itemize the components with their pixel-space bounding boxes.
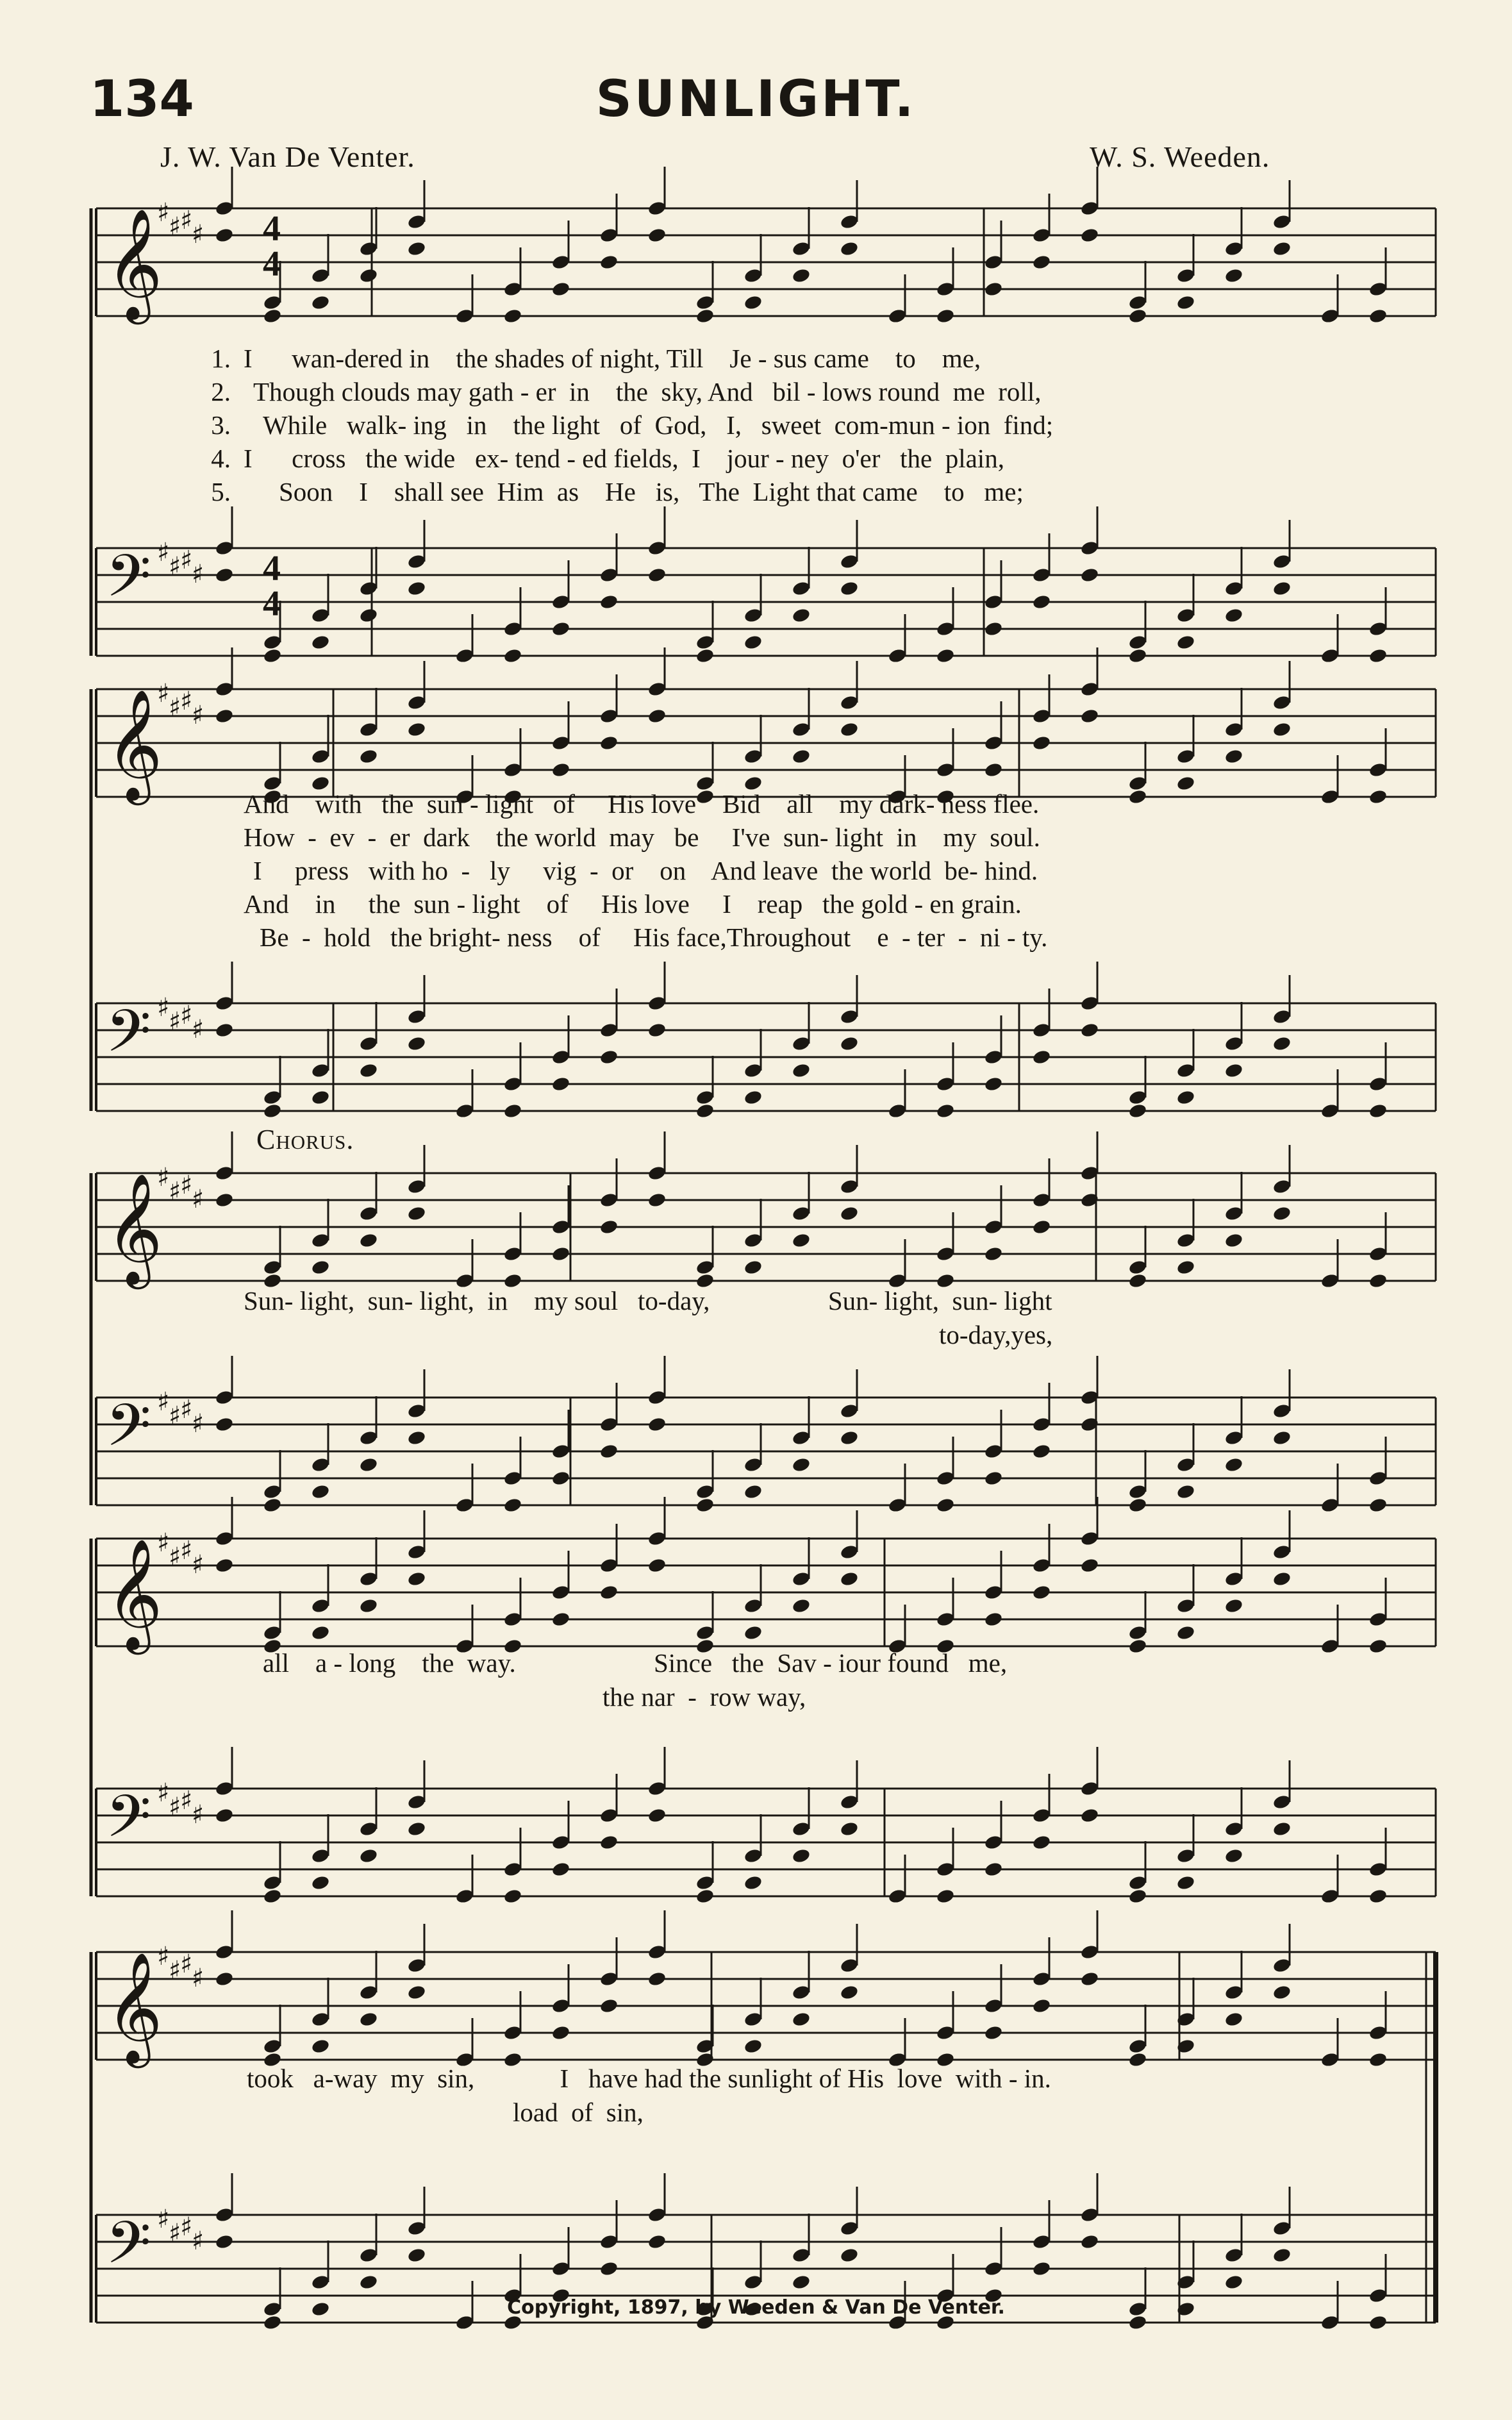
chorus-line-alt: load of sin,: [513, 2098, 644, 2127]
note-head: [1224, 267, 1244, 284]
note-head: [792, 267, 811, 284]
note-head: [1128, 1273, 1148, 1289]
note-head: [1176, 1259, 1196, 1276]
sharp-icon: ♯: [157, 1163, 170, 1192]
time-signature: 4: [263, 549, 281, 588]
note-head: [599, 1049, 619, 1065]
sharp-icon: ♯: [157, 1942, 170, 1971]
note-head: [407, 1984, 427, 2001]
sharp-icon: ♯: [180, 1395, 193, 1424]
note-head: [551, 2024, 571, 2041]
note-head: [359, 748, 379, 765]
note-head: [647, 1807, 667, 1824]
note-head: [599, 1219, 619, 1235]
note-head: [695, 1103, 715, 1119]
note-head: [1368, 1103, 1388, 1119]
note-head: [647, 2233, 667, 2250]
note-head: [407, 1821, 427, 1837]
note-head: [840, 580, 860, 597]
note-head: [695, 1888, 715, 1905]
note-head: [647, 708, 667, 724]
note-head: [407, 580, 427, 597]
note-head: [1128, 1497, 1148, 1514]
note-head: [1128, 1888, 1148, 1905]
note-head: [1368, 1638, 1388, 1655]
note-head: [1272, 1821, 1292, 1837]
note-head: [647, 567, 667, 583]
treble-clef-icon: 𝄞: [106, 688, 163, 801]
note-head: [1272, 1035, 1292, 1052]
note-head: [744, 1624, 763, 1641]
note-head: [263, 1888, 283, 1905]
sharp-icon: ♯: [157, 198, 170, 228]
hymn-title: SUNLIGHT.: [595, 71, 917, 128]
note-head: [359, 2011, 379, 2028]
verse-number: 2.: [211, 377, 231, 406]
note-head: [695, 308, 715, 324]
note-head: [1128, 789, 1148, 805]
note-head: [359, 1598, 379, 1614]
chorus-line: Sun- light, sun- light, in my soul to-day, Sun- light, sun- light: [244, 1286, 1052, 1315]
note-head: [311, 1089, 331, 1106]
note-head: [1032, 1219, 1052, 1235]
sharp-icon: ♯: [169, 1401, 181, 1431]
note-head: [503, 1888, 523, 1905]
note-head: [840, 2247, 860, 2264]
sharp-icon: ♯: [192, 1409, 204, 1439]
verse-number: 3.: [211, 410, 231, 440]
sharp-icon: ♯: [180, 687, 193, 716]
note-head: [1080, 708, 1100, 724]
note-head: [1128, 1638, 1148, 1655]
note-head: [599, 2260, 619, 2277]
note-head: [311, 1624, 331, 1641]
note-head: [1032, 594, 1052, 610]
note-head: [647, 227, 667, 244]
note-head: [263, 647, 283, 664]
note-head: [359, 2274, 379, 2291]
note-head: [792, 607, 811, 624]
note-head: [984, 1611, 1004, 1628]
verse-line: While walk- ing in the light of God, I, sweet com-mun - ion find;: [263, 410, 1054, 440]
note-head: [744, 294, 763, 311]
verse-line: Though clouds may gath - er in the sky, And bil - lows round me roll,: [253, 377, 1042, 406]
note-head: [1368, 1273, 1388, 1289]
note-head: [599, 594, 619, 610]
treble-clef-icon: 𝄞: [106, 208, 163, 320]
sharp-icon: ♯: [169, 693, 181, 722]
sharp-icon: ♯: [192, 560, 204, 589]
verse-number: 1.: [211, 344, 231, 373]
note-head: [551, 1861, 571, 1878]
note-head: [1224, 2011, 1244, 2028]
sharp-icon: ♯: [169, 1542, 181, 1572]
verse-line: And with the sun - light of His love Bid all my dark- ness flee.: [244, 789, 1040, 819]
time-signature: 4: [263, 244, 281, 284]
note-head: [311, 294, 331, 311]
note-head: [311, 1874, 331, 1891]
treble-clef-icon: 𝄞: [106, 1172, 163, 1285]
note-head: [1032, 2260, 1052, 2277]
note-head: [792, 748, 811, 765]
note-head: [1080, 2233, 1100, 2250]
treble-clef-icon: 𝄞: [106, 1538, 163, 1650]
verse-line: I cross the wide ex- tend - ed fields, I jour - ney o'er the plain,: [244, 444, 1004, 473]
note-head: [1128, 647, 1148, 664]
sharp-icon: ♯: [157, 1778, 170, 1808]
sharp-icon: ♯: [192, 1800, 204, 1830]
note-head: [1176, 1483, 1196, 1500]
note-head: [407, 721, 427, 738]
note-head: [215, 567, 235, 583]
note-head: [599, 254, 619, 271]
note-head: [840, 1035, 860, 1052]
note-head: [1032, 1834, 1052, 1851]
note-head: [647, 1416, 667, 1433]
note-head: [984, 281, 1004, 297]
note-head: [311, 1259, 331, 1276]
note-head: [215, 1971, 235, 1987]
note-head: [1224, 1848, 1244, 1864]
note-head: [599, 735, 619, 751]
sharp-icon: ♯: [192, 1015, 204, 1044]
note-head: [1176, 1624, 1196, 1641]
note-head: [1368, 308, 1388, 324]
note-head: [1032, 1584, 1052, 1601]
chorus-label: Chorus.: [256, 1124, 354, 1155]
note-head: [792, 2274, 811, 2291]
note-head: [359, 1062, 379, 1079]
note-head: [407, 1571, 427, 1587]
note-head: [984, 621, 1004, 637]
note-head: [263, 1497, 283, 1514]
note-head: [503, 1103, 523, 1119]
note-head: [840, 1821, 860, 1837]
note-head: [1224, 2274, 1244, 2291]
sharp-icon: ♯: [180, 2212, 193, 2242]
note-head: [792, 1232, 811, 1249]
note-head: [263, 308, 283, 324]
bass-clef-icon: 𝄢: [106, 1782, 151, 1865]
verse-number: 5.: [211, 477, 231, 506]
chorus-line-alt: the nar - row way,: [602, 1682, 806, 1712]
note-head: [503, 308, 523, 324]
note-head: [792, 1456, 811, 1473]
sharp-icon: ♯: [192, 2226, 204, 2256]
note-head: [359, 1456, 379, 1473]
treble-clef-icon: 𝄞: [106, 1951, 163, 2064]
sharp-icon: ♯: [157, 679, 170, 708]
verse-line: I press with ho - ly vig - or on And leave the world be- hind.: [253, 856, 1038, 885]
note-head: [1272, 1430, 1292, 1446]
note-head: [984, 1470, 1004, 1487]
note-head: [1368, 2051, 1388, 2068]
note-head: [840, 1430, 860, 1446]
note-head: [1128, 308, 1148, 324]
note-head: [551, 281, 571, 297]
note-head: [984, 762, 1004, 778]
note-head: [1224, 748, 1244, 765]
note-head: [359, 267, 379, 284]
sharp-icon: ♯: [180, 1949, 193, 1979]
sharp-icon: ♯: [169, 1956, 181, 1985]
note-head: [599, 1443, 619, 1460]
sharp-icon: ♯: [192, 1550, 204, 1580]
note-head: [551, 1470, 571, 1487]
note-head: [647, 1022, 667, 1039]
note-head: [551, 1611, 571, 1628]
sharp-icon: ♯: [180, 1171, 193, 1200]
bass-clef-icon: 𝄢: [106, 997, 151, 1080]
note-head: [1080, 1022, 1100, 1039]
note-head: [599, 1584, 619, 1601]
note-head: [984, 2024, 1004, 2041]
note-head: [1272, 1984, 1292, 2001]
note-head: [1224, 607, 1244, 624]
note-head: [744, 1874, 763, 1891]
note-head: [1080, 227, 1100, 244]
verse-line: Soon I shall see Him as He is, The Light that came to me;: [279, 477, 1024, 506]
note-head: [744, 2038, 763, 2055]
note-head: [1368, 1497, 1388, 1514]
note-head: [359, 1848, 379, 1864]
sharp-icon: ♯: [180, 546, 193, 575]
sharp-icon: ♯: [192, 701, 204, 730]
note-head: [1032, 254, 1052, 271]
note-head: [551, 1246, 571, 1262]
note-head: [1224, 1598, 1244, 1614]
lyricist-name: J. W. Van De Venter.: [160, 140, 415, 173]
note-head: [1272, 721, 1292, 738]
sharp-icon: ♯: [180, 1536, 193, 1565]
note-head: [311, 634, 331, 651]
note-head: [359, 1232, 379, 1249]
note-head: [503, 647, 523, 664]
note-head: [551, 762, 571, 778]
note-head: [840, 1984, 860, 2001]
note-head: [359, 607, 379, 624]
note-head: [1032, 1049, 1052, 1065]
verse-line: I wan-dered in the shades of night, Till Je - sus came to me,: [244, 344, 981, 373]
note-head: [1176, 1089, 1196, 1106]
note-head: [1128, 1103, 1148, 1119]
note-head: [215, 708, 235, 724]
sharp-icon: ♯: [180, 206, 193, 235]
note-head: [1272, 580, 1292, 597]
note-head: [407, 1035, 427, 1052]
note-head: [1128, 2051, 1148, 2068]
sharp-icon: ♯: [157, 538, 170, 567]
note-head: [1272, 2247, 1292, 2264]
note-head: [599, 1998, 619, 2014]
note-head: [1176, 775, 1196, 792]
sharp-icon: ♯: [157, 993, 170, 1022]
note-head: [1224, 1062, 1244, 1079]
note-head: [215, 1192, 235, 1208]
sharp-icon: ♯: [192, 220, 204, 249]
note-head: [215, 1807, 235, 1824]
sharp-icon: ♯: [157, 2205, 170, 2234]
note-head: [984, 1076, 1004, 1092]
sharp-icon: ♯: [180, 1001, 193, 1030]
time-signature: 4: [263, 584, 281, 624]
note-head: [311, 2038, 331, 2055]
note-head: [744, 634, 763, 651]
sharp-icon: ♯: [169, 1792, 181, 1822]
verse-line: And in the sun - light of His love I reap the gold - en grain.: [244, 889, 1022, 919]
sharp-icon: ♯: [157, 1387, 170, 1417]
note-head: [984, 1246, 1004, 1262]
note-head: [1272, 240, 1292, 257]
note-head: [1176, 1874, 1196, 1891]
note-head: [792, 1062, 811, 1079]
note-head: [1272, 1205, 1292, 1222]
note-head: [792, 1598, 811, 1614]
note-head: [840, 1571, 860, 1587]
note-head: [215, 227, 235, 244]
chorus-line: all a - long the way. Since the Sav - iour found me,: [263, 1648, 1008, 1678]
note-head: [215, 1557, 235, 1574]
note-head: [215, 2233, 235, 2250]
note-head: [936, 647, 956, 664]
note-head: [1032, 1998, 1052, 2014]
note-head: [792, 2011, 811, 2028]
verse-line: How - ev - er dark the world may be I've sun- light in my soul.: [244, 822, 1040, 852]
note-head: [215, 1022, 235, 1039]
note-head: [215, 1416, 235, 1433]
note-head: [840, 1205, 860, 1222]
note-head: [407, 1205, 427, 1222]
note-head: [1224, 1232, 1244, 1249]
copyright-notice: Copyright, 1897, by Weeden & Van De Venter.: [507, 2296, 1005, 2319]
note-head: [1080, 1807, 1100, 1824]
sharp-icon: ♯: [169, 212, 181, 242]
bass-clef-icon: 𝄢: [106, 542, 151, 624]
note-head: [551, 621, 571, 637]
note-head: [311, 1483, 331, 1500]
note-head: [936, 1888, 956, 1905]
verse-number: 4.: [211, 444, 231, 473]
note-head: [1176, 634, 1196, 651]
note-head: [1032, 735, 1052, 751]
note-head: [647, 1192, 667, 1208]
sharp-icon: ♯: [169, 1177, 181, 1206]
sharp-icon: ♯: [157, 1528, 170, 1558]
note-head: [407, 1430, 427, 1446]
note-head: [744, 1483, 763, 1500]
note-head: [936, 1497, 956, 1514]
chorus-line-alt: to-day,yes,: [939, 1320, 1053, 1349]
sharp-icon: ♯: [180, 1786, 193, 1815]
composer-name: W. S. Weeden.: [1090, 140, 1270, 173]
note-head: [1080, 1971, 1100, 1987]
note-head: [1368, 647, 1388, 664]
note-head: [503, 1497, 523, 1514]
note-head: [840, 240, 860, 257]
note-head: [263, 1103, 283, 1119]
note-head: [695, 1497, 715, 1514]
note-head: [407, 2247, 427, 2264]
note-head: [1368, 1888, 1388, 1905]
verse-line: Be - hold the bright- ness of His face,Throughout e - ter - ni - ty.: [260, 922, 1048, 952]
note-head: [1224, 1456, 1244, 1473]
sharp-icon: ♯: [169, 1007, 181, 1037]
sharp-icon: ♯: [192, 1185, 204, 1214]
note-head: [840, 721, 860, 738]
note-head: [599, 1834, 619, 1851]
bass-clef-icon: 𝄢: [106, 1391, 151, 1474]
note-head: [984, 1861, 1004, 1878]
page-number: 134: [90, 71, 194, 128]
note-head: [1080, 1557, 1100, 1574]
note-head: [936, 1103, 956, 1119]
note-head: [647, 1971, 667, 1987]
note-head: [407, 240, 427, 257]
chorus-line: took a-way my sin, I have had the sunlight of His love with - in.: [247, 2064, 1051, 2093]
note-head: [792, 1848, 811, 1864]
note-head: [936, 308, 956, 324]
note-head: [647, 1557, 667, 1574]
note-head: [744, 1089, 763, 1106]
bass-clef-icon: 𝄢: [106, 2208, 151, 2291]
sharp-icon: ♯: [169, 2219, 181, 2248]
time-signature: 4: [263, 209, 281, 249]
note-head: [1080, 567, 1100, 583]
note-head: [1272, 1571, 1292, 1587]
note-head: [744, 1259, 763, 1276]
note-head: [1176, 294, 1196, 311]
note-head: [551, 1076, 571, 1092]
note-head: [695, 647, 715, 664]
note-head: [1368, 789, 1388, 805]
sharp-icon: ♯: [192, 1964, 204, 1993]
note-head: [1032, 1443, 1052, 1460]
sharp-icon: ♯: [169, 552, 181, 581]
